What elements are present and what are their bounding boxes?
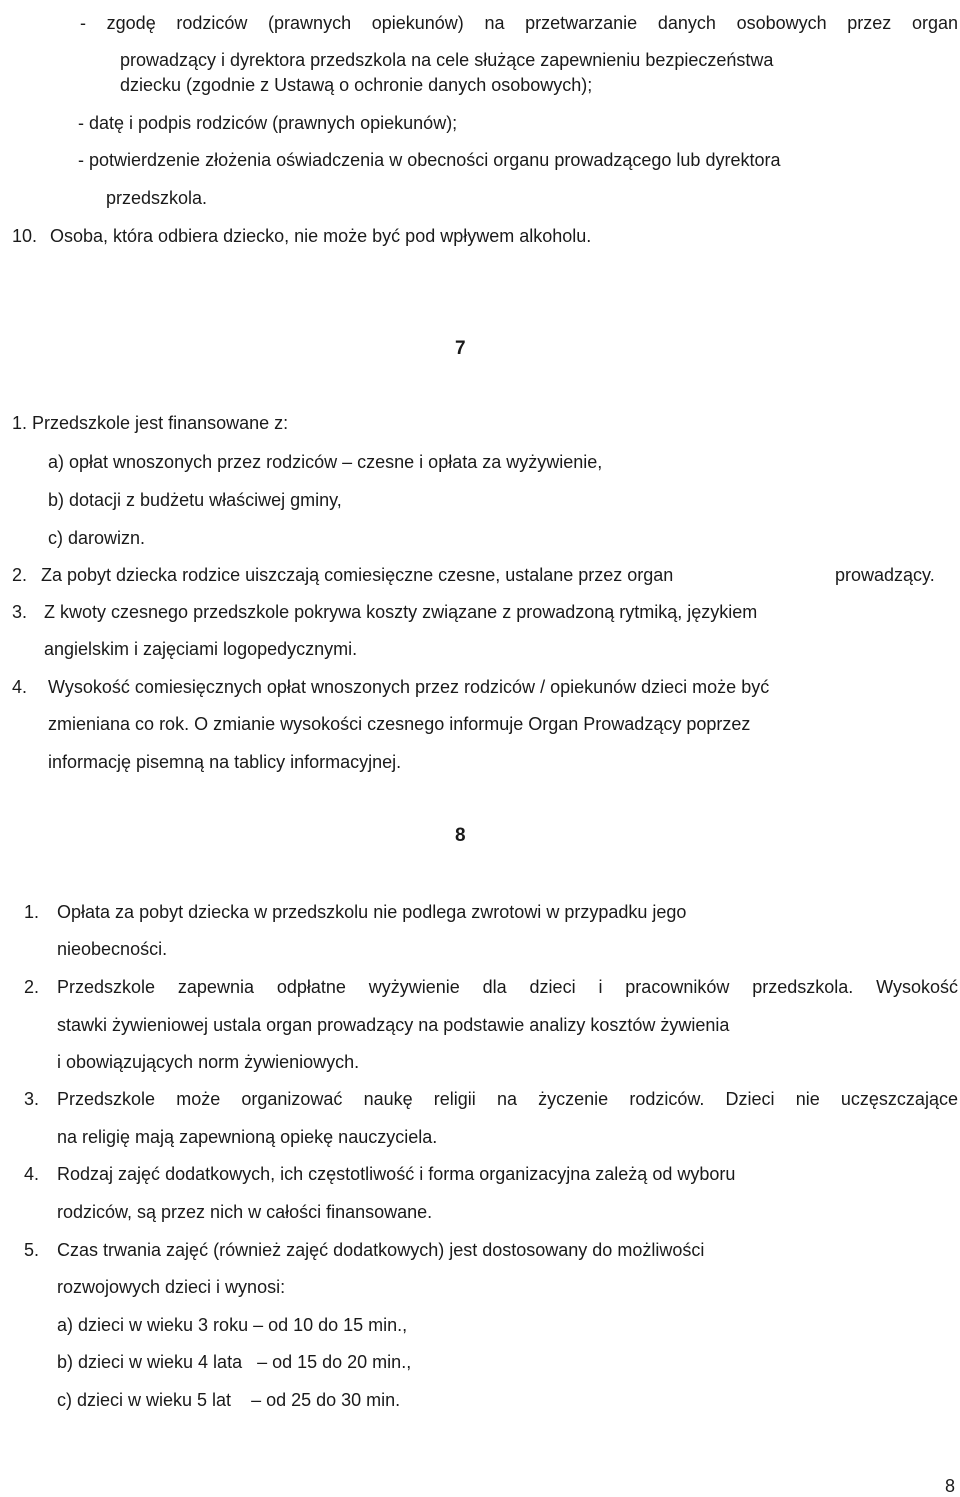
word: pobyt [139, 902, 184, 922]
word: osobowych [736, 13, 827, 33]
section-7-p3-number: 3. [12, 602, 28, 622]
section-8-p3-line-1 [57, 1088, 958, 1110]
section-7-p1a: a) opłat wnoszonych przez rodziców – czesne i opłata za wyżywienie, [48, 452, 603, 472]
word: od [652, 1164, 673, 1184]
section-8-p2-line-3: i obowiązujących norm żywieniowych. [57, 1052, 360, 1072]
word: dla [482, 977, 507, 997]
word: na [411, 50, 432, 70]
section-7-p4-line-1 [48, 676, 958, 698]
word: za [115, 902, 135, 922]
word: analizy [529, 1015, 586, 1035]
word: dodatkowych) [333, 1240, 445, 1260]
word: - [78, 150, 84, 170]
word: (również [213, 1240, 282, 1260]
word: obecności [407, 150, 489, 170]
word: Przedszkole [57, 1089, 156, 1109]
word: cele [436, 50, 470, 70]
word: może [176, 1089, 221, 1109]
word: podstawie [443, 1015, 525, 1035]
word: w [546, 902, 560, 922]
word: jego [652, 902, 687, 922]
section-8-p2-line-2 [57, 1014, 958, 1036]
section-7-p1c: c) darowizn. [48, 528, 146, 548]
word: kosztów [590, 1015, 656, 1035]
word: nie [795, 1089, 820, 1109]
word: zależą [595, 1164, 648, 1184]
consent-line-2 [120, 49, 958, 71]
item-10-text: Osoba, która odbiera dziecko, nie może być pod wpływem alkoholu. [50, 226, 592, 246]
word: przypadku [564, 902, 648, 922]
word: stawki [57, 1015, 108, 1035]
word: Opłata [57, 902, 111, 922]
section-8-p5c: c) dzieci w wieku 5 lat – od 25 do 30 min. [57, 1390, 401, 1410]
word: odpłatne [276, 977, 346, 997]
section-8-p1-line-1 [57, 901, 958, 923]
word: zapewnieniu [540, 50, 641, 70]
section-7-p2-text: Za pobyt dziecka rodzice uiszczają comiesięczne czesne, ustalane przez organ [41, 565, 674, 585]
section-8-p5a: a) dzieci w wieku 3 roku – od 10 do 15 min., [57, 1315, 408, 1335]
word: wyżywienie [368, 977, 460, 997]
word: trwania [103, 1240, 162, 1260]
signature-line: - datę i podpis rodziców (prawnych opiekunów); [78, 113, 458, 133]
word: Czas [57, 1240, 99, 1260]
word: może [692, 677, 737, 697]
word: Rodzaj [57, 1164, 114, 1184]
section-8-p2-line-1 [57, 976, 958, 998]
word: w [254, 902, 268, 922]
word: w [389, 150, 403, 170]
word: wnoszonych [310, 677, 411, 697]
section-8-p3-line-2: na religię mają zapewnioną opiekę nauczyciela. [57, 1127, 438, 1147]
word: - [80, 13, 86, 33]
word: Organ [528, 714, 579, 734]
word: zajęć [166, 1240, 209, 1260]
word: przedszkolu [272, 902, 369, 922]
section-8-p3-number: 3. [24, 1089, 40, 1109]
section-8-p1-number: 1. [24, 902, 40, 922]
word: organizacyjna [479, 1164, 591, 1184]
word: żywieniowej [112, 1015, 209, 1035]
confirmation-line-2: przedszkola. [106, 188, 208, 208]
word: dodatkowych, [165, 1164, 276, 1184]
word: służące [474, 50, 536, 70]
word: co [135, 714, 155, 734]
word: opłat [266, 677, 306, 697]
section-7-p4-line-2 [48, 713, 958, 735]
word: i [598, 977, 603, 997]
word: rodziców [176, 13, 248, 33]
section-7-p3-line-1: Z kwoty czesnego przedszkole pokrywa koszty związane z prowadzoną rytmiką, językiem [44, 602, 758, 622]
word: Wysokość [876, 977, 958, 997]
word: przedszkola. [752, 977, 854, 997]
word: prowadzący [317, 1015, 414, 1035]
word: nie [373, 902, 398, 922]
word: ich [280, 1164, 304, 1184]
word: O [194, 714, 209, 734]
section-7-p4-line-3: informację pisemną na tablicy informacyjnej. [48, 752, 402, 772]
word: wysokości [280, 714, 363, 734]
word: Dzieci [725, 1089, 775, 1109]
word: do [592, 1240, 613, 1260]
word: naukę [363, 1089, 413, 1109]
word: opiekunów [550, 677, 637, 697]
word: przez [847, 13, 892, 33]
word: przetwarzanie [525, 13, 638, 33]
word: i [221, 50, 226, 70]
consent-line-3: dziecku (zgodnie z Ustawą o ochronie danych osobowych); [120, 75, 593, 95]
item-10-number: 10. [12, 226, 38, 246]
word: możliwości [617, 1240, 705, 1260]
word: zwrotowi [471, 902, 542, 922]
confirmation-line-1 [78, 149, 958, 171]
word: organu [493, 150, 550, 170]
word: dzieci [529, 977, 576, 997]
word: złożenia [205, 150, 272, 170]
section-8-p5-line-1 [57, 1239, 958, 1261]
word: rok. [159, 714, 190, 734]
section-8-p5b: b) dzieci w wieku 4 lata – od 15 do 20 min., [57, 1352, 412, 1372]
word: uczęszczające [840, 1089, 958, 1109]
section-8-p1-line-2: nieobecności. [57, 939, 168, 959]
word: dzieci [641, 677, 688, 697]
section-7-p1b: b) dotacji z budżetu właściwej gminy, [48, 490, 342, 510]
word: przedszkola [310, 50, 407, 70]
word: organizować [241, 1089, 343, 1109]
section-8-p4-number: 4. [24, 1164, 40, 1184]
word: na [496, 1089, 517, 1109]
word: jest [449, 1240, 478, 1260]
section-7-p1: 1. Przedszkole jest finansowane z: [12, 413, 289, 433]
word: zgodę [106, 13, 156, 33]
word: zajęć [286, 1240, 329, 1260]
section-8-p4-line-1 [57, 1163, 958, 1185]
word: (prawnych [268, 13, 352, 33]
section-8-p4-line-2: rodziców, są przez nich w całości finansowane. [57, 1202, 433, 1222]
word: organ [266, 1015, 313, 1035]
word: zmianie [213, 714, 276, 734]
word: ustala [213, 1015, 262, 1035]
word: na [484, 13, 505, 33]
word: dyrektora [230, 50, 306, 70]
word: dostosowany [482, 1240, 588, 1260]
word: podlega [402, 902, 467, 922]
word: forma [428, 1164, 475, 1184]
word: organ [911, 13, 958, 33]
word: żywienia [660, 1015, 730, 1035]
word: Przedszkole [57, 977, 156, 997]
section-8-p5-line-2: rozwojowych dzieci i wynosi: [57, 1277, 286, 1297]
word: prowadzący [120, 50, 217, 70]
word: dyrektora [705, 150, 781, 170]
word: rodziców [464, 677, 536, 697]
word: opiekunów) [371, 13, 464, 33]
word: czesnego [367, 714, 445, 734]
word: / [540, 677, 546, 697]
word: częstotliwość [308, 1164, 415, 1184]
page-number: 8 [945, 1476, 956, 1496]
section-7-heading: 7 [455, 338, 466, 359]
word: bezpieczeństwa [645, 50, 774, 70]
section-8-heading: 8 [455, 825, 466, 846]
consent-line-1 [80, 12, 958, 34]
word: prowadzącego [554, 150, 672, 170]
section-7-p3-line-2: angielskim i zajęciami logopedycznymi. [44, 639, 358, 659]
section-7-p4-number: 4. [12, 677, 28, 697]
word: wyboru [677, 1164, 736, 1184]
word: zmieniana [48, 714, 131, 734]
word: informuje [449, 714, 524, 734]
word: oświadczenia [276, 150, 385, 170]
word: potwierdzenie [89, 150, 201, 170]
word: zapewnia [177, 977, 254, 997]
word: na [418, 1015, 439, 1035]
section-7-p2-number: 2. [12, 565, 28, 585]
section-8-p5-number: 5. [24, 1240, 40, 1260]
word: dziecka [188, 902, 250, 922]
word: życzenie [538, 1089, 609, 1109]
word: danych [657, 13, 716, 33]
word: poprzez [686, 714, 751, 734]
word: religii [433, 1089, 476, 1109]
word: comiesięcznych [134, 677, 262, 697]
word: i [419, 1164, 424, 1184]
word: zajęć [118, 1164, 161, 1184]
word: rodziców. [629, 1089, 705, 1109]
word: Prowadzący [583, 714, 682, 734]
word: Wysokość [48, 677, 130, 697]
section-7-p2-tail: prowadzący. [835, 565, 935, 585]
word: być [741, 677, 770, 697]
word: lub [676, 150, 701, 170]
word: pracowników [625, 977, 730, 997]
word: przez [415, 677, 460, 697]
section-8-p2-number: 2. [24, 977, 40, 997]
